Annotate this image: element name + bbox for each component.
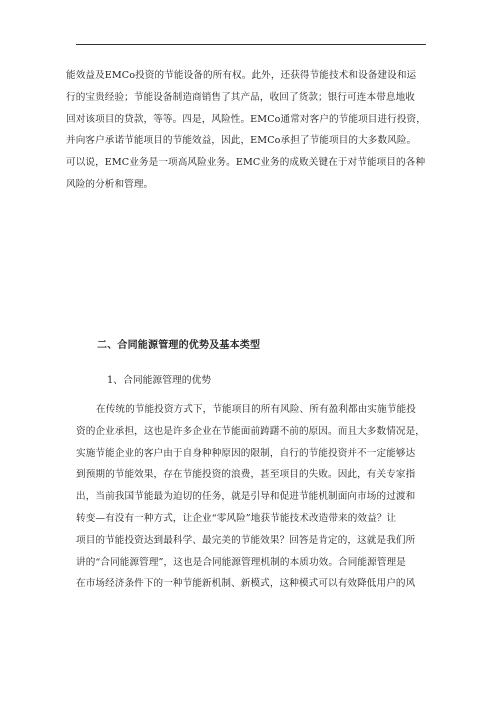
- text-line: 资的企业承担，这也是许多企业在节能面前踌躇不前的原因。而且大多数情况是，: [76, 425, 425, 437]
- text-line: 转变—有没有一种方式，让企业“零风险”地获节能技术改造带来的效益？让: [76, 512, 397, 524]
- section-heading: 二、合同能源管理的优势及基本类型: [97, 340, 261, 351]
- text-line: 回对该项目的贷款，等等。四是，风险性。EMCo通常对客户的节能项目进行投资，: [66, 113, 426, 125]
- text-line: 可以说，EMC业务是一项高风险业务。EMC业务的成败关键在于对节能项目的各种: [66, 157, 426, 169]
- text-line: 讲的“合同能源管理”，这也是合同能源管理机制的本质功效。合同能源管理是: [76, 556, 406, 568]
- paragraph-emc-risk: [66, 65, 436, 196]
- paragraph-advantages: [76, 399, 428, 595]
- text-line: 风险的分析和管理。: [66, 178, 154, 190]
- header-rule: [76, 44, 426, 45]
- text-line: 能效益及EMCo投资的节能设备的所有权。此外，还获得节能技术和设备建设和运: [66, 70, 417, 81]
- text-line: 到预期的节能效果，存在节能投资的浪费，甚至项目的失败。因此，有关专家指: [76, 469, 416, 481]
- text-line: 并向客户承诺节能项目的节能效益，因此，EMCo承担了节能项目的大多数风险。: [66, 135, 417, 147]
- text-line: 行的宝贵经验；节能设备制造商销售了其产品，收回了货款；银行可连本带息地收: [66, 91, 415, 103]
- subsection-heading: 1、合同能源管理的优势: [107, 375, 212, 386]
- text-line: 在传统的节能投资方式下，节能项目的所有风险、所有盈利都由实施节能投: [96, 404, 416, 415]
- text-line: 项目的节能投资达到最科学、最完美的节能效果？回答是肯定的，这就是我们所: [76, 534, 416, 546]
- text-line: 实施节能企业的客户由于自身种种原因的限制，自行的节能投资并不一定能够达: [76, 447, 416, 459]
- text-line: 在市场经济条件下的一种节能新机制、新模式，这种模式可以有效降低用户的风: [76, 578, 416, 590]
- text-line: 出，当前我国节能最为迫切的任务，就是引导和促进节能机制面向市场的过渡和: [76, 491, 416, 503]
